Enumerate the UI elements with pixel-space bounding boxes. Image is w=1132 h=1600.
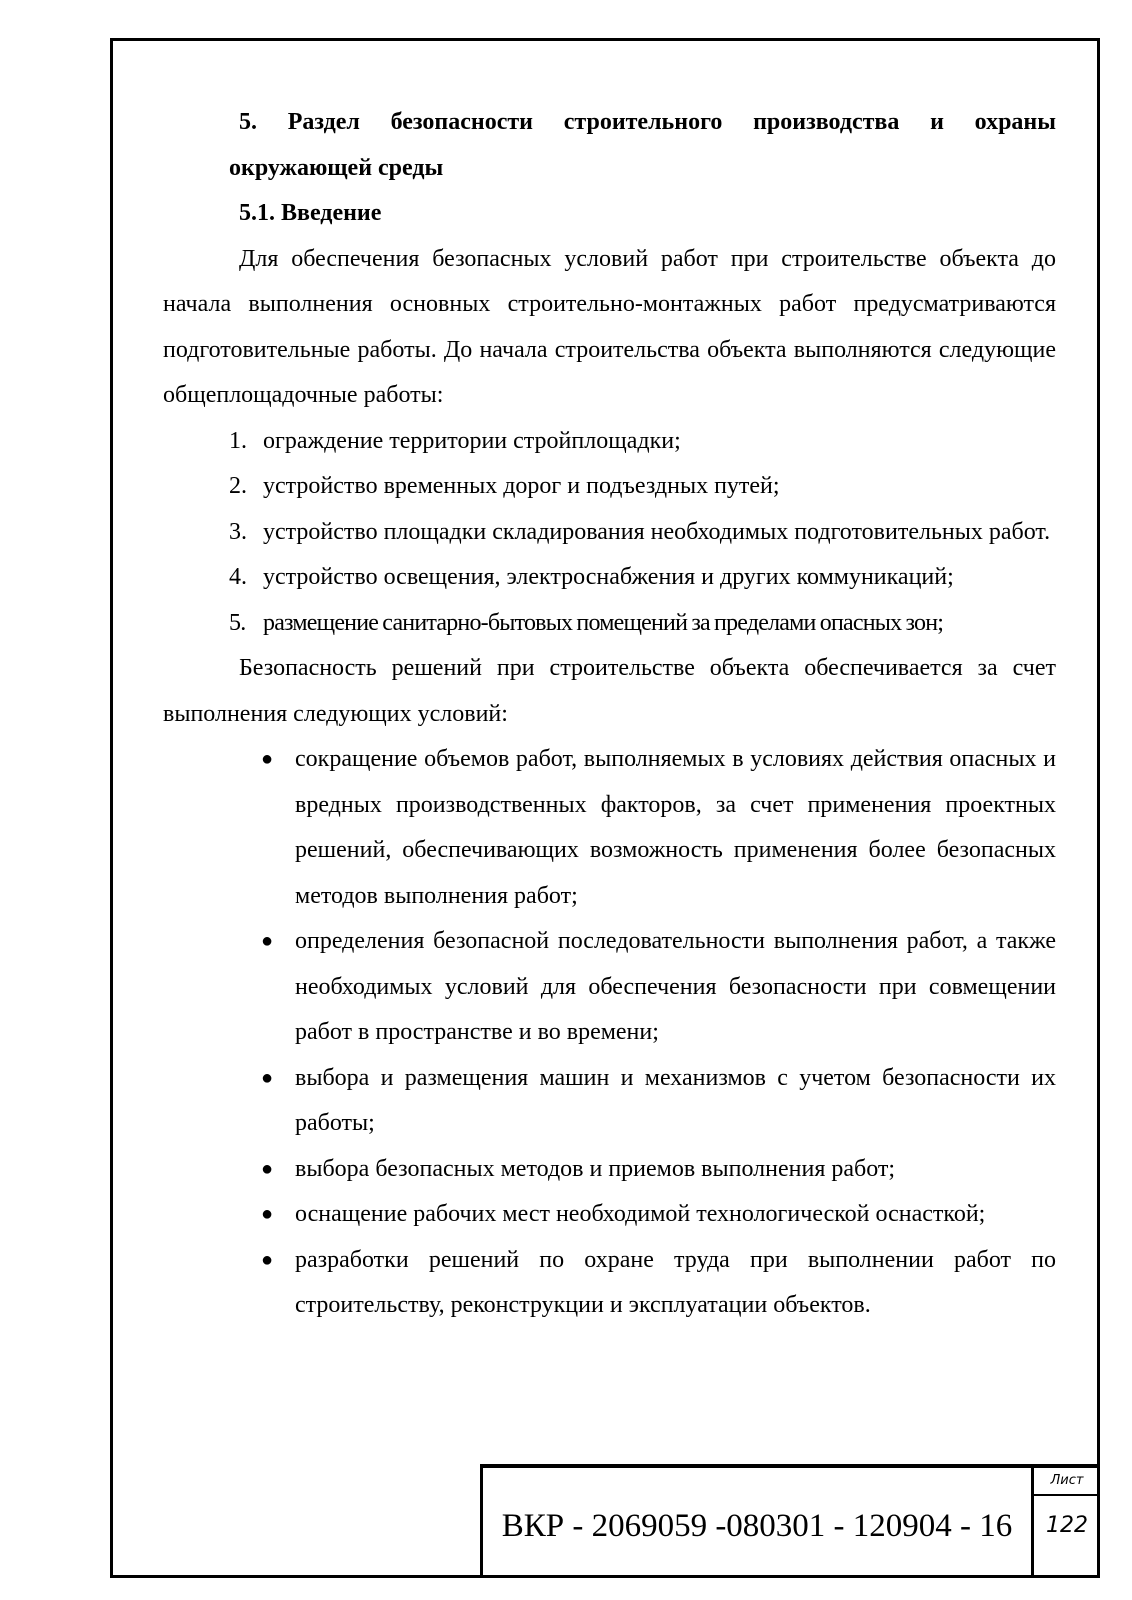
bullet-item [261,919,1056,1056]
intro-paragraph: Для обеспечения безопасных условий работ при строительстве объекта до начала выполнения основных строительно-монтажных работ предусматриваются подготовительные работы. До начала строительства объекта выполняются следующие общеплощадочные работы: [163,245,1056,408]
bullet-item-text: выбора и размещения машин и механизмов с учетом безопасности их работы; [295,1064,1056,1136]
section-heading-continuation: окружающей среды [229,154,444,181]
safety-paragraph: Безопасность решений при строительстве объекта обеспечивается за счет выполнения следующих условий: [163,655,1056,727]
list-item-text: ограждение территории стройплощадки; [263,427,681,454]
list-item-number: 2. [229,473,247,499]
sheet-cell [1031,1468,1100,1578]
bullet-icon: ● [261,1248,274,1271]
title-block [480,1464,1100,1578]
document-code: ВКР - 2069059 -080301 - 120904 - 16 [501,1508,1013,1544]
list-item-number: 5. [229,609,246,636]
list-item-number: 3. [229,518,247,545]
bullet-item [261,737,1056,919]
list-item [229,555,1056,601]
list-item-text: устройство освещения, электроснабжения и других коммуникаций; [263,564,954,590]
bullet-item-text: определения безопасной последовательности выполнения работ, а также необходимых условий для обеспечения безопасности при совмещении работ в пространстве и во времени; [295,928,1056,1045]
bullet-icon: ● [261,1066,274,1089]
bullet-item-text: разработки решений по охране труда при выполнении работ по строительству, реконструкции и эксплуатации объектов. [295,1246,1056,1318]
bullet-item [261,1192,1056,1238]
document-body [163,100,1056,1329]
list-item [229,601,1056,647]
list-item [229,419,1056,465]
preparatory-works-list [163,419,1056,647]
bullet-icon: ● [261,1203,274,1225]
section-heading: 5. Раздел безопасности строительного производства и охраны [239,109,1056,135]
list-item-number: 1. [229,427,247,454]
bullet-item-text: оснащение рабочих мест необходимой технологической оснасткой; [295,1201,986,1227]
sheet-number: 122 [1046,1513,1088,1538]
list-item-number: 4. [229,564,247,590]
bullet-icon: ● [261,930,274,952]
bullet-item [261,1147,1056,1193]
bullet-item-text: сокращение объемов работ, выполняемых в условиях действия опасных и вредных производственных факторов, за счет применения проектных решений, обеспечивающих возможность применения более безопасных методов выполнения работ; [295,746,1056,909]
bullet-icon: ● [261,748,274,770]
bullet-item [261,1056,1056,1147]
list-item [229,464,1056,510]
list-item [229,510,1056,556]
list-item-text: устройство временных дорог и подъездных путей; [263,473,780,499]
subsection-heading: 5.1. Введение [239,200,382,226]
list-item-text: размещение санитарно-бытовых помещений за пределами опасных зон; [263,609,944,636]
bullet-item-text: выбора безопасных методов и приемов выполнения работ; [295,1155,896,1182]
safety-conditions-list [163,737,1056,1329]
list-item-text: устройство площадки складирования необходимых подготовительных работ. [263,518,1051,545]
sheet-label: Лист [1034,1468,1100,1496]
bullet-item [261,1238,1056,1329]
bullet-icon: ● [261,1157,274,1180]
